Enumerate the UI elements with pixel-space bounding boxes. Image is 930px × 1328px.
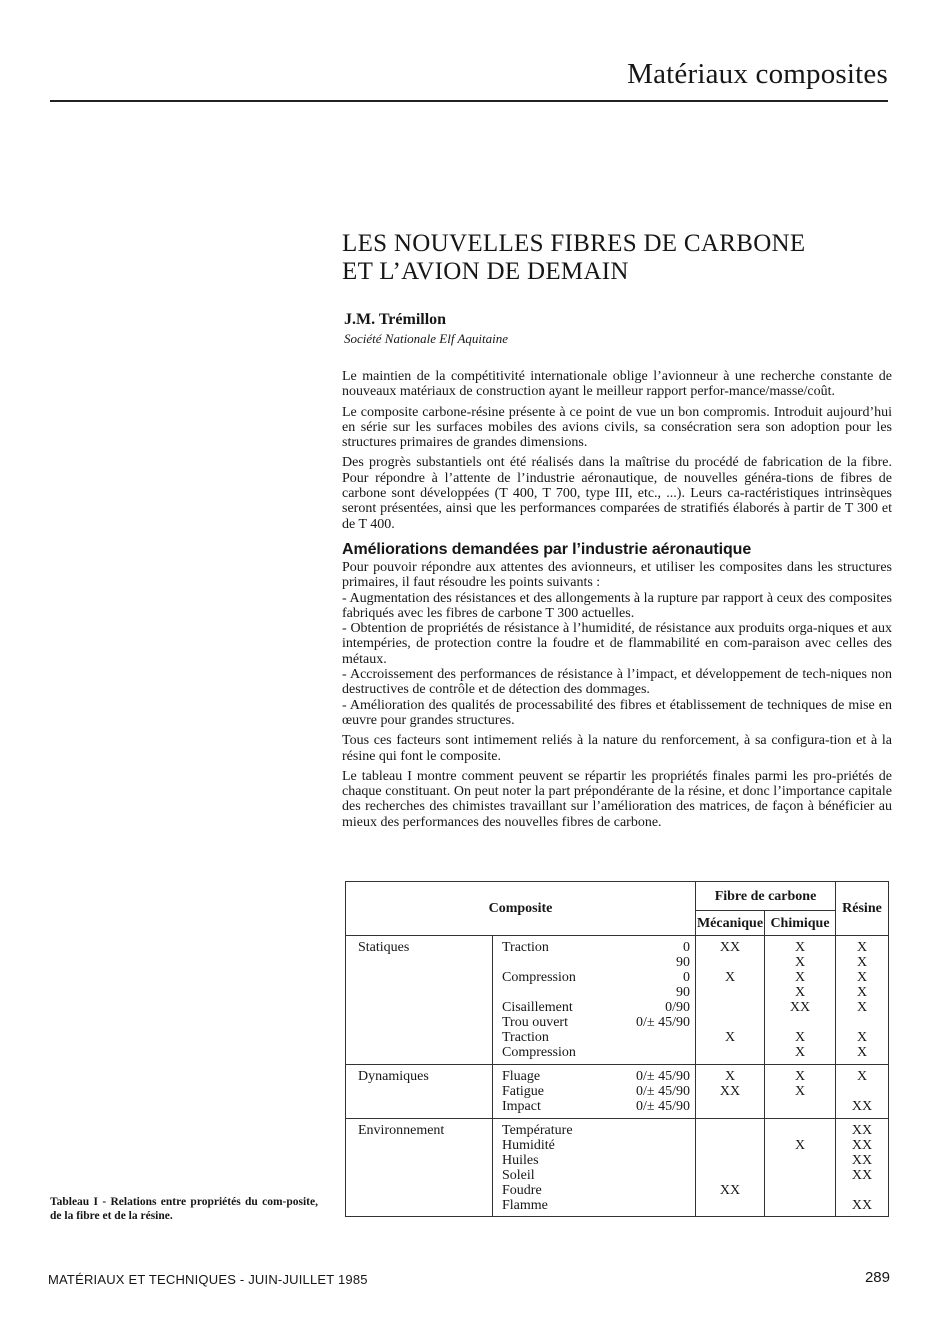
- row-orientation: 90: [594, 985, 696, 1000]
- row-category: [346, 1138, 493, 1153]
- table-row: [346, 1030, 889, 1045]
- cell-resine: XX: [836, 1198, 889, 1217]
- row-orientation: 90: [594, 955, 696, 970]
- row-test: [493, 985, 595, 1000]
- requirement-item: - Obtention de propriétés de résistance à l’humidité, de résistance aux produits orga-niques et aux intempéries, de protection contre la foudre et de flammabilité en com-paraison avec celles des métaux.: [342, 621, 892, 667]
- cell-mecanique: [696, 1045, 765, 1065]
- row-orientation: 0: [594, 936, 696, 956]
- row-orientation: 0: [594, 970, 696, 985]
- requirement-item: - Amélioration des qualités de processabilité des fibres et établissement de techniques de mise en œuvre pour grandes structures.: [342, 697, 892, 728]
- cell-mecanique: [696, 1015, 765, 1030]
- cell-resine: XX: [836, 1138, 889, 1153]
- row-test: [493, 955, 595, 970]
- cell-chimique: X: [765, 1030, 836, 1045]
- row-category: [346, 1030, 493, 1045]
- row-category: [346, 955, 493, 970]
- header-resine: Résine: [836, 882, 889, 936]
- author-affiliation: Société Nationale Elf Aquitaine: [344, 331, 509, 346]
- cell-chimique: X: [765, 1084, 836, 1099]
- row-orientation: 0/± 45/90: [594, 1015, 696, 1030]
- cell-resine: [836, 1015, 889, 1030]
- row-category: [346, 1000, 493, 1015]
- cell-chimique: X: [765, 1138, 836, 1153]
- row-orientation: 0/± 45/90: [594, 1099, 696, 1119]
- header-fibre-carbone: Fibre de carbone: [696, 882, 836, 911]
- row-orientation: [594, 1198, 696, 1217]
- row-orientation: [594, 1138, 696, 1153]
- cell-chimique: [765, 1153, 836, 1168]
- article-body: [342, 369, 892, 835]
- row-category: [346, 1168, 493, 1183]
- cell-mecanique: XX: [696, 936, 765, 956]
- row-category: [346, 1153, 493, 1168]
- intro-paragraph: Des progrès substantiels ont été réalisés dans la maîtrise du procédé de fabrication de la fibre. Pour répondre à l’attente de l’industrie aéronautique, de nouvelles généra-tions de fibres de carbone sont développées (T 400, T 700, type III, etc., ...). Leurs ca-ractéristiques intrinsèques seront présentées, ainsi que les performances comparées de stratifiés élaborés à partir de T 300 et de T 400.: [342, 455, 892, 532]
- cell-chimique: [765, 1119, 836, 1139]
- cell-resine: XX: [836, 1168, 889, 1183]
- header-rule: [50, 100, 888, 102]
- row-category: Environnement: [346, 1119, 493, 1139]
- table-row: [346, 1119, 889, 1139]
- row-category: [346, 1084, 493, 1099]
- header-chimique: Chimique: [765, 911, 836, 936]
- table-row: [346, 1138, 889, 1153]
- cell-chimique: [765, 1015, 836, 1030]
- cell-resine: X: [836, 955, 889, 970]
- page-number: 289: [864, 1269, 890, 1286]
- row-orientation: 0/± 45/90: [594, 1065, 696, 1085]
- row-test: Fatigue: [493, 1084, 595, 1099]
- cell-mecanique: [696, 985, 765, 1000]
- requirement-item: - Accroissement des performances de résistance à l’impact, et développement de tech-niques non destructives de contrôle et de détection des dommages.: [342, 667, 892, 698]
- row-test: Trou ouvert: [493, 1015, 595, 1030]
- cell-resine: X: [836, 985, 889, 1000]
- cell-resine: X: [836, 970, 889, 985]
- row-orientation: [594, 1045, 696, 1065]
- row-test: Flamme: [493, 1198, 595, 1217]
- cell-resine: [836, 1183, 889, 1198]
- running-header: Matériaux composites: [627, 58, 888, 90]
- row-test: Soleil: [493, 1168, 595, 1183]
- row-category: [346, 1015, 493, 1030]
- row-test: Température: [493, 1119, 595, 1139]
- table-row: [346, 1015, 889, 1030]
- row-category: [346, 1198, 493, 1217]
- row-category: [346, 1045, 493, 1065]
- cell-chimique: X: [765, 1045, 836, 1065]
- cell-mecanique: [696, 1119, 765, 1139]
- properties-table: [345, 881, 889, 1217]
- cell-chimique: [765, 1099, 836, 1119]
- table-row: [346, 1183, 889, 1198]
- row-category: [346, 970, 493, 985]
- intro-paragraph: Le maintien de la compétitivité internationale oblige l’avionneur à une recherche constante de nouveaux matériaux de construction ayant le meilleur rapport perfor-mance/masse/coût.: [342, 369, 892, 400]
- table-row: [346, 970, 889, 985]
- cell-mecanique: [696, 1168, 765, 1183]
- cell-chimique: X: [765, 1065, 836, 1085]
- section-lead: Pour pouvoir répondre aux attentes des avionneurs, et utiliser les composites dans les structures primaires, il faut résoudre les points suivants :: [342, 559, 892, 591]
- table-row: [346, 1084, 889, 1099]
- cell-chimique: [765, 1183, 836, 1198]
- cell-mecanique: [696, 1000, 765, 1015]
- article-title-line-1: LES NOUVELLES FIBRES DE CARBONE: [342, 230, 806, 257]
- cell-resine: X: [836, 1000, 889, 1015]
- cell-resine: X: [836, 1030, 889, 1045]
- cell-mecanique: X: [696, 970, 765, 985]
- cell-chimique: [765, 1168, 836, 1183]
- row-orientation: [594, 1030, 696, 1045]
- cell-chimique: X: [765, 955, 836, 970]
- table-row: [346, 1198, 889, 1217]
- row-orientation: [594, 1119, 696, 1139]
- table-row: [346, 1065, 889, 1085]
- table-row: [346, 1153, 889, 1168]
- section-heading: Améliorations demandées par l’industrie aéronautique: [342, 540, 752, 558]
- cell-chimique: X: [765, 936, 836, 956]
- cell-chimique: XX: [765, 1000, 836, 1015]
- row-orientation: 0/90: [594, 1000, 696, 1015]
- cell-resine: XX: [836, 1099, 889, 1119]
- cell-chimique: X: [765, 985, 836, 1000]
- row-orientation: 0/± 45/90: [594, 1084, 696, 1099]
- cell-mecanique: X: [696, 1030, 765, 1045]
- cell-resine: XX: [836, 1119, 889, 1139]
- table-row: [346, 955, 889, 970]
- row-test: Traction: [493, 1030, 595, 1045]
- row-test: Compression: [493, 1045, 595, 1065]
- article-title: [342, 230, 902, 286]
- table-row: [346, 1168, 889, 1183]
- row-test: Traction: [493, 936, 595, 956]
- table-row: [346, 936, 889, 956]
- requirement-item: - Augmentation des résistances et des allongements à la rupture par rapport à ceux des composites fabriqués avec les fibres de carbone T 300 actuelles.: [342, 590, 892, 621]
- cell-resine: [836, 1084, 889, 1099]
- cell-resine: X: [836, 936, 889, 956]
- cell-mecanique: [696, 1153, 765, 1168]
- cell-chimique: X: [765, 970, 836, 985]
- row-orientation: [594, 1153, 696, 1168]
- row-test: Impact: [493, 1099, 595, 1119]
- cell-resine: X: [836, 1045, 889, 1065]
- row-category: [346, 1183, 493, 1198]
- cell-mecanique: [696, 955, 765, 970]
- footer-journal: MATÉRIAUX ET TECHNIQUES - JUIN-JUILLET 1985: [48, 1272, 368, 1287]
- row-orientation: [594, 1168, 696, 1183]
- author-name: J.M. Trémillon: [344, 311, 447, 328]
- cell-mecanique: [696, 1138, 765, 1153]
- cell-mecanique: XX: [696, 1183, 765, 1198]
- table-row: [346, 1099, 889, 1119]
- cell-chimique: [765, 1198, 836, 1217]
- table-caption: Tableau I - Relations entre propriétés du com-posite, de la fibre et de la résine.: [50, 1196, 318, 1222]
- closing-paragraph: Tous ces facteurs sont intimement reliés à la nature du renforcement, à sa configura-tion et à la résine qui font le composite.: [342, 733, 892, 764]
- row-category: Statiques: [346, 936, 493, 956]
- article-title-line-2: ET L’AVION DE DEMAIN: [342, 258, 629, 285]
- table-row: [346, 985, 889, 1000]
- row-category: [346, 1099, 493, 1119]
- cell-resine: X: [836, 1065, 889, 1085]
- row-orientation: [594, 1183, 696, 1198]
- row-test: Fluage: [493, 1065, 595, 1085]
- table-body: [346, 936, 889, 1217]
- header-composite: Composite: [346, 882, 696, 936]
- header-mecanique: Mécanique: [696, 911, 765, 936]
- row-test: Compression: [493, 970, 595, 985]
- row-test: Foudre: [493, 1183, 595, 1198]
- row-test: Huiles: [493, 1153, 595, 1168]
- cell-mecanique: [696, 1099, 765, 1119]
- table-row: [346, 1045, 889, 1065]
- row-category: [346, 985, 493, 1000]
- row-category: Dynamiques: [346, 1065, 493, 1085]
- row-test: Cisaillement: [493, 1000, 595, 1015]
- cell-mecanique: X: [696, 1065, 765, 1085]
- cell-resine: XX: [836, 1153, 889, 1168]
- intro-paragraph: Le composite carbone-résine présente à ce point de vue un bon compromis. Introduit aujourd’hui en série sur les surfaces mobiles des avions civils, sa consécration sera son adoption pour les structures primaires de grandes dimensions.: [342, 404, 892, 451]
- cell-mecanique: [696, 1198, 765, 1217]
- cell-mecanique: XX: [696, 1084, 765, 1099]
- closing-paragraph: Le tableau I montre comment peuvent se répartir les propriétés finales parmi les pro-priétés de chaque constituant. On peut noter la part prépondérante de la résine, et donc l’importance capitale des recherches des chimistes travaillant sur l’amélioration des matrices, de façon à bénéficier au mieux des performances des nouvelles fibres de carbone.: [342, 768, 892, 830]
- table-row: [346, 1000, 889, 1015]
- row-test: Humidité: [493, 1138, 595, 1153]
